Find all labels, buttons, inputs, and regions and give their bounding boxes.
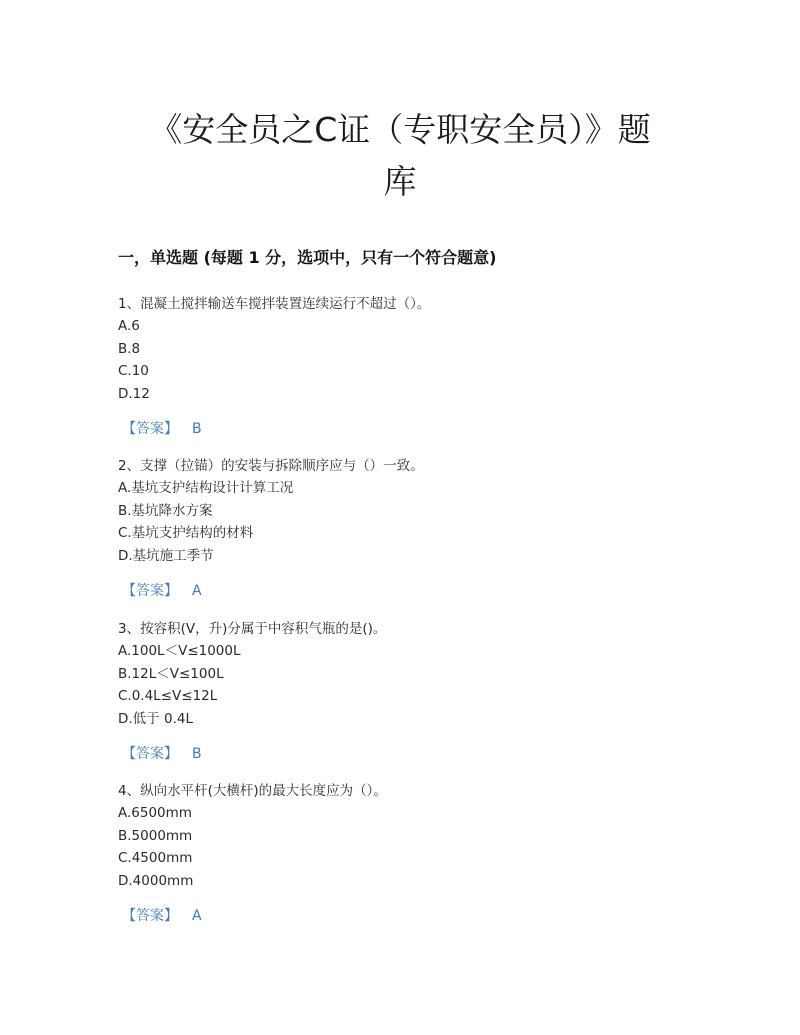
answer-line	[118, 743, 718, 765]
option-a: A.基坑支护结构设计计算工况	[118, 480, 294, 497]
question-options	[118, 802, 718, 892]
option-b: B.8	[118, 340, 141, 357]
answer-line	[118, 418, 718, 440]
question-stem: 4、纵向水平杆(大横杆)的最大长度应为（）。	[118, 783, 387, 799]
question-stem: 3、按容积(V，升)分属于中容积气瓶的是()。	[118, 621, 387, 637]
answer-label: 【答案】	[122, 582, 178, 599]
option-b: B.基坑降水方案	[118, 502, 213, 519]
question-stem: 1、混凝土搅拌输送车搅拌装置连续运行不超过（）。	[118, 296, 431, 312]
question-1	[118, 293, 718, 440]
question-options	[118, 315, 718, 405]
option-c: C.10	[118, 363, 149, 380]
option-d: D.基坑施工季节	[118, 547, 214, 564]
question-4	[118, 780, 718, 927]
question-options	[118, 477, 718, 567]
option-c: C.0.4L≤V≤12L	[118, 688, 218, 705]
answer-value: B	[192, 420, 202, 437]
option-a: A.6	[118, 318, 140, 335]
question-stem: 2、支撑（拉锚）的安装与拆除顺序应与（）一致。	[118, 458, 424, 474]
option-c: C.基坑支护结构的材料	[118, 525, 254, 542]
option-c: C.4500mm	[118, 850, 193, 867]
question-2	[118, 455, 718, 602]
option-b: B.12L＜V≤100L	[118, 665, 224, 682]
answer-value: B	[192, 745, 202, 762]
answer-line	[118, 905, 718, 927]
document-title-line-1: 《安全员之C证（专职安全员）》题	[149, 110, 651, 149]
answer-label: 【答案】	[122, 907, 178, 924]
option-d: D.12	[118, 385, 150, 402]
option-a: A.6500mm	[118, 805, 192, 822]
answer-value: A	[192, 907, 202, 924]
option-a: A.100L＜V≤1000L	[118, 643, 241, 660]
section-heading: 一，单选题 (每题 1 分，选项中，只有一个符合题意)	[118, 248, 497, 267]
option-d: D.4000mm	[118, 872, 194, 889]
answer-value: A	[192, 582, 202, 599]
answer-label: 【答案】	[122, 420, 178, 437]
answer-label: 【答案】	[122, 745, 178, 762]
document-title	[100, 104, 700, 208]
document-title-line-2: 库	[383, 162, 417, 201]
option-b: B.5000mm	[118, 827, 193, 844]
option-d: D.低于 0.4L	[118, 710, 193, 727]
answer-line	[118, 580, 718, 602]
question-options	[118, 640, 718, 730]
question-3	[118, 618, 718, 765]
